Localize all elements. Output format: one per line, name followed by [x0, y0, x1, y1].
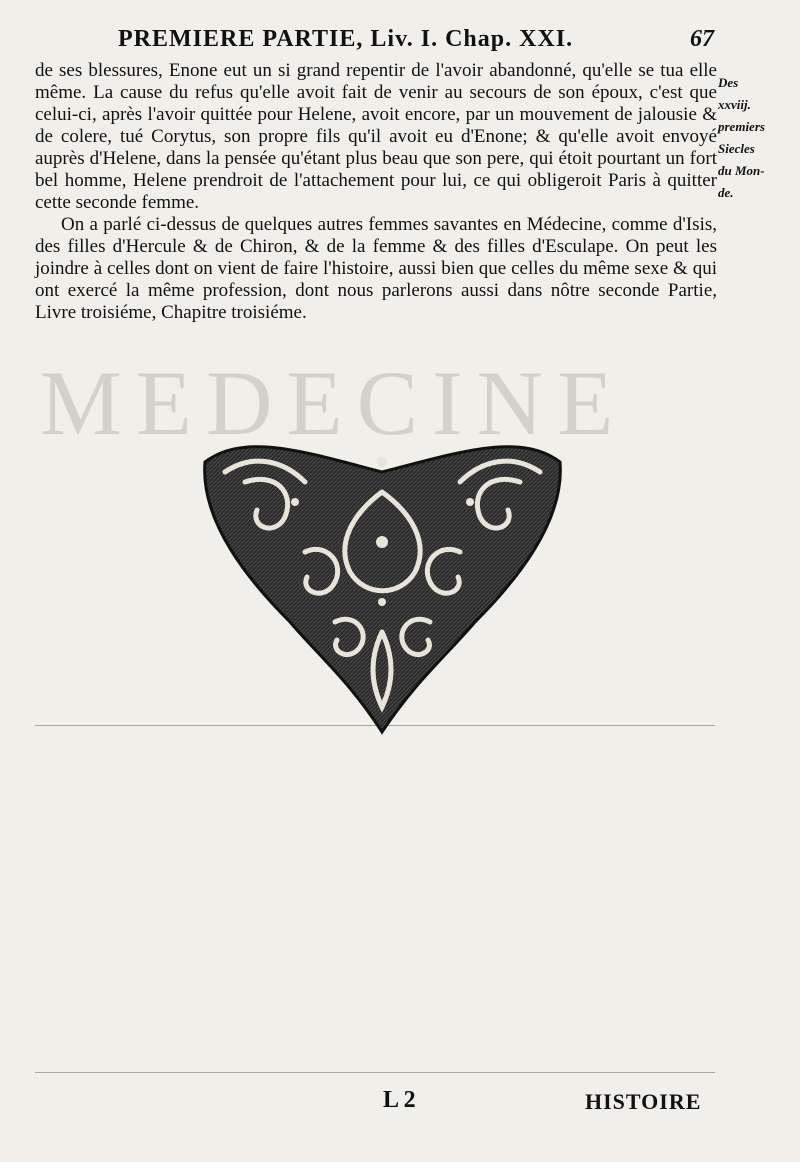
signature-mark: L 2 — [383, 1087, 416, 1113]
tailpiece-ornament-icon — [185, 432, 580, 742]
body-text — [35, 60, 717, 324]
margin-note-line: Siecles — [718, 141, 755, 156]
margin-note-line: du Mon- — [718, 163, 765, 178]
page-number: 67 — [690, 26, 714, 52]
margin-note-line: Des — [718, 75, 739, 90]
margin-note-line: de. — [718, 185, 734, 200]
bleed-through-rule — [35, 725, 715, 726]
bleed-through-rule — [35, 1072, 715, 1073]
paragraph: On a parlé ci-dessus de quelques autres femmes savantes en Médecine, comme d'Isis, des filles d'Hercule & de Chiron, & de la femme & des filles d'Esculape. On peut les joindre à celles dont on vient de faire l'histoire, aussi bien que celles du même sexe & qui ont exercé la même profession, dont nous parlerons aussi dans nôtre seconde Partie, Livre troisiéme, Chapitre troisiéme. — [35, 214, 717, 323]
margin-note-line: premiers — [718, 119, 765, 134]
paragraph: de ses blessures, Enone eut un si grand repentir de l'avoir abandonné, qu'elle se tua elle même. La cause du refus qu'elle avoit fait de venir au secours de son époux, c'est que celui-ci, après l'avoir quittée pour Helene, avoit encore, par un mouvement de jalousie & de colere, tué Corytus, son propre fils qu'il avoit eu d'Enone; & qu'elle avoit envoyé auprès d'Helene, dans la pensée qu'étant plus beau que son pere, qui étoit pourtant un fort bel homme, Helene prendroit de l'attachement pour lui, ce qui obligeroit Paris à quitter cette seconde femme. — [35, 60, 717, 213]
running-header — [0, 22, 800, 62]
running-title: PREMIERE PARTIE, Liv. I. Chap. XXI. — [118, 26, 574, 52]
bleed-through-heading: MEDECINE — [40, 352, 628, 454]
bleed-through-text — [35, 345, 725, 365]
margin-note-line: xxviij. — [718, 97, 751, 112]
margin-note — [718, 72, 798, 204]
catchword: HISTOIRE — [585, 1089, 702, 1114]
